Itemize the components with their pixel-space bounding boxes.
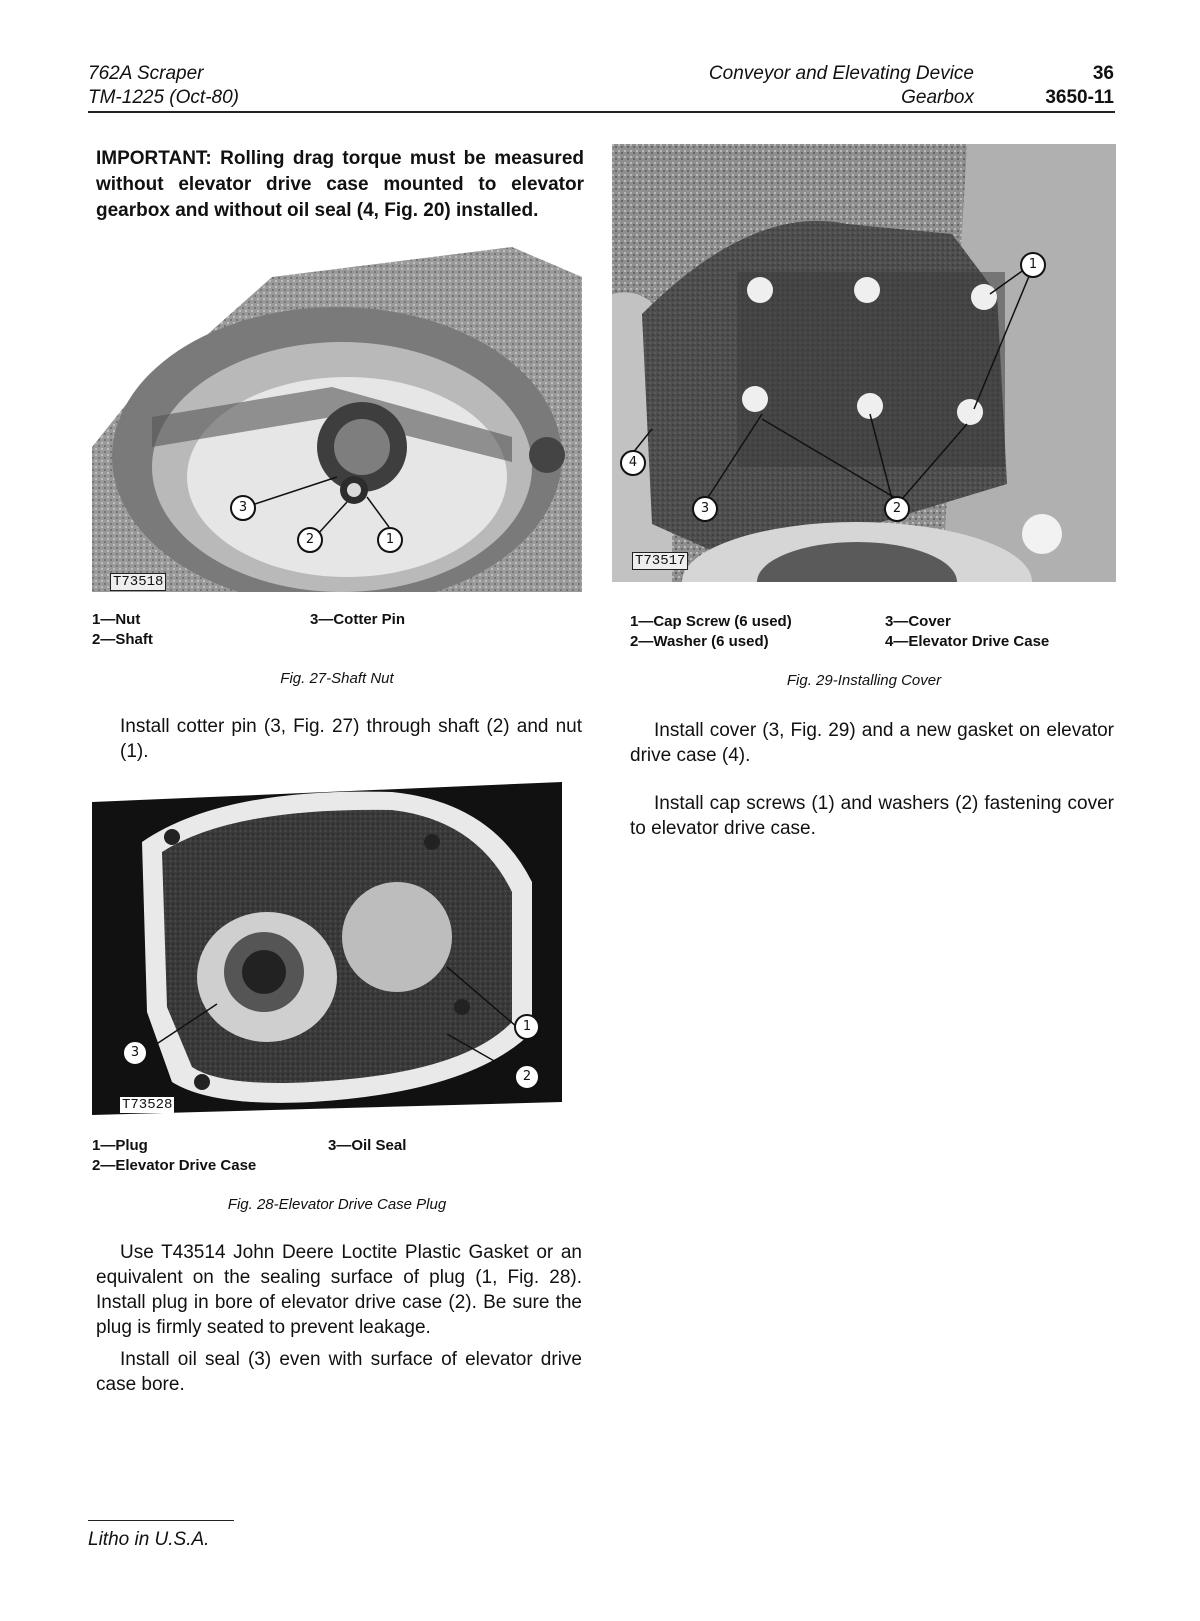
fig29-callout-4: 4 [620,450,646,476]
fig29-legend-item-1: 1—Cap Screw (6 used) [630,613,792,630]
header-manual-number: TM-1225 (Oct-80) [88,87,239,108]
fig27-title: Fig. 27-Shaft Nut [280,670,394,687]
fig27-legend-item-2: 2—Shaft [92,631,153,648]
fig29-photo-id: T73517 [632,552,688,570]
fig27-callout-2: 2 [297,527,323,553]
fig29-photo-graphic [612,144,1116,582]
fig28-legend-item-1: 1—Plug [92,1137,148,1154]
header-subsection-title: Gearbox [901,87,974,108]
fig28-callout-1: 1 [514,1014,540,1040]
fig27-photo-id: T73518 [110,573,166,591]
paragraph-oil-seal: Install oil seal (3) even with surface of elevator drive case bore. [96,1349,582,1395]
paragraph-cap-screws: Install cap screws (1) and washers (2) fastening cover to elevator drive case. [630,793,1114,839]
footer-litho: Litho in U.S.A. [88,1529,210,1550]
fig29-callout-2: 2 [884,496,910,522]
paragraph-install-cover: Install cover (3, Fig. 29) and a new gasket on elevator drive case (4). [630,720,1114,766]
fig27-photo-graphic [92,247,582,592]
fig27-callout-3: 3 [230,495,256,521]
fig28-title: Fig. 28-Elevator Drive Case Plug [227,1196,447,1213]
section-number: 3650-11 [1045,87,1114,108]
fig28-legend-item-2: 2—Elevator Drive Case [92,1157,257,1174]
paragraph-loctite: Use T43514 John Deere Loctite Plastic Gasket or an equivalent on the sealing surface of plug (1, Fig. 28). Install plug in bore of elevator drive case (2). Be sure the plug is firmly seated to prevent leakage. [96,1242,582,1338]
fig28-photo-id: T73528 [122,1097,173,1113]
paragraph-cotter-pin-text: Install cotter pin (3, Fig. 27) through shaft (2) and nut (1). [120,716,582,762]
header-manual-title: 762A Scraper [88,63,204,84]
fig28-photo [92,782,582,1115]
fig28-callout-2: 2 [514,1064,540,1090]
fig29-legend-item-2: 2—Washer (6 used) [630,633,769,650]
header-section-title: Conveyor and Elevating Device [708,63,974,84]
fig29-photo [612,144,1116,582]
fig29-callout-1: 1 [1020,252,1046,278]
fig29-legend-item-3: 3—Cover [885,613,951,630]
page-number: 36 [1092,63,1114,84]
footer-rule [88,1520,234,1521]
fig28-legend-item-3: 3—Oil Seal [328,1137,407,1154]
paragraph-cotter-pin [120,714,582,764]
fig29-legend-item-4: 4—Elevator Drive Case [885,633,1050,650]
fig27-legend-item-1: 1—Nut [92,611,141,628]
fig27-legend-item-3: 3—Cotter Pin [310,611,406,628]
fig29-title: Fig. 29-Installing Cover [786,672,942,689]
important-note: IMPORTANT: Rolling drag torque must be measured without elevator drive case mounted to elevator gearbox and without oil seal (4, Fig. 20) installed. [96,148,584,221]
fig27-callout-1: 1 [377,527,403,553]
fig29-callout-3: 3 [692,496,718,522]
header-rule [88,111,1115,113]
fig27-photo [92,247,582,592]
fig28-callout-3: 3 [122,1040,148,1066]
fig28-photo-graphic [92,782,582,1115]
